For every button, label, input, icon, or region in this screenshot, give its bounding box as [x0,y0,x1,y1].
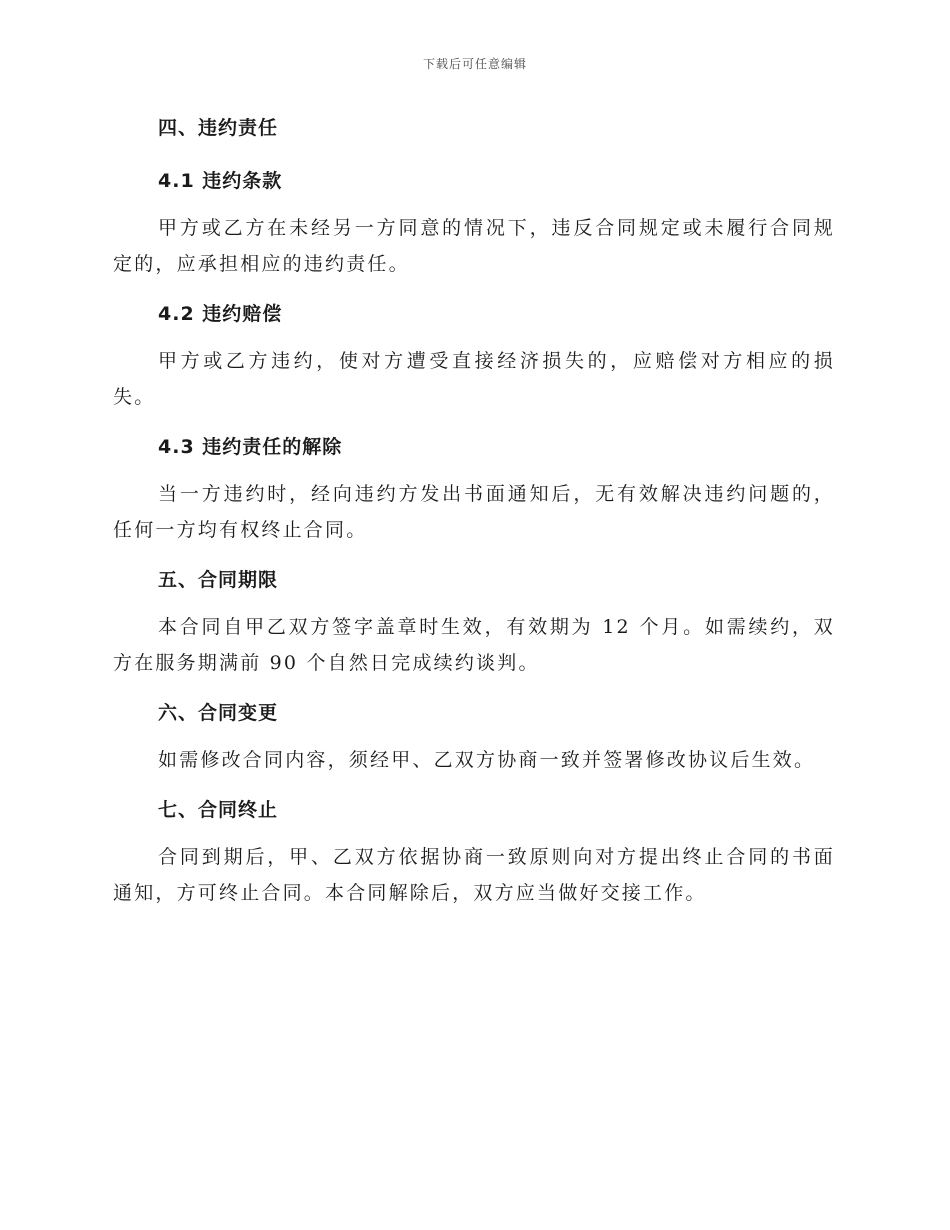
section-4-2-title: 4.2 违约赔偿 [158,303,283,325]
section-4-2-body: 甲方或乙方违约，使对方遭受直接经济损失的，应赔偿对方相应的损失。 [113,350,835,408]
section-6-title: 六、合同变更 [158,702,279,724]
section-4-3-body: 当一方违约时，经向违约方发出书面通知后，无有效解决违约问题的，任何一方均有权终止合同。 [113,483,835,541]
document-body [113,108,835,911]
section-5-title: 五、合同期限 [158,569,279,591]
section-4-3-title: 4.3 违约责任的解除 [158,436,343,458]
section-4-title: 四、违约责任 [158,117,279,139]
section-4-1-title: 4.1 违约条款 [158,170,283,192]
section-5-body: 本合同自甲乙双方签字盖章时生效，有效期为 12 个月。如需续约，双方在服务期满前 90 个自然日完成续约谈判。 [113,616,835,674]
section-7-title: 七、合同终止 [158,799,279,821]
header-note: 下载后可任意编辑 [422,57,527,71]
section-4-1-body: 甲方或乙方在未经另一方同意的情况下，违反合同规定或未履行合同规定的，应承担相应的违约责任。 [113,217,835,275]
section-7-body: 合同到期后，甲、乙双方依据协商一致原则向对方提出终止合同的书面通知，方可终止合同。本合同解除后，双方应当做好交接工作。 [113,846,835,904]
section-6-body: 如需修改合同内容，须经甲、乙双方协商一致并签署修改协议后生效。 [158,749,816,771]
